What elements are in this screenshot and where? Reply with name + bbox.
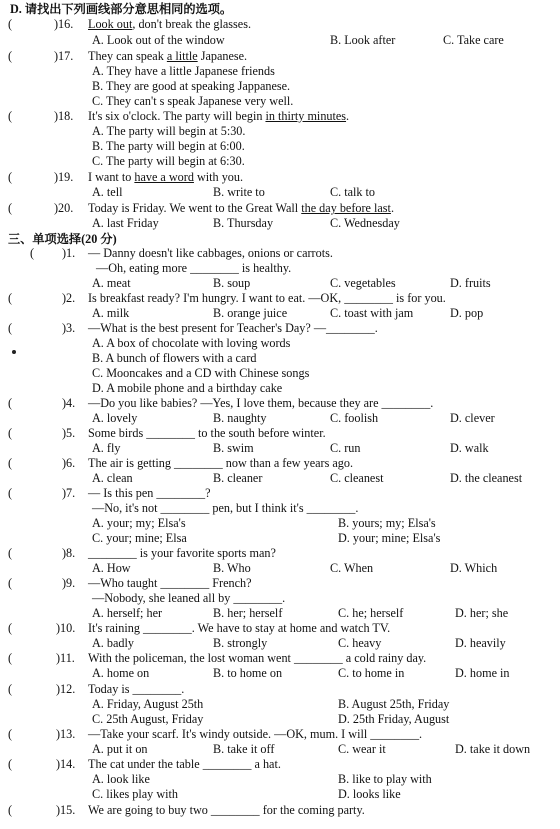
answer-bracket[interactable]: ( — [8, 757, 13, 771]
answer-bracket[interactable]: ( — [8, 456, 13, 470]
option-a[interactable]: A. badly — [92, 636, 134, 650]
option-a[interactable]: A. put it on — [92, 742, 148, 756]
option-a[interactable]: A. herself; her — [92, 606, 163, 620]
option-b[interactable]: B. swim — [213, 441, 254, 455]
question-stem — [88, 49, 247, 63]
underlined-phrase: in thirty minutes — [265, 109, 347, 123]
answer-bracket[interactable]: ( — [30, 246, 35, 260]
answer-bracket[interactable]: ( — [8, 803, 13, 817]
option-a[interactable]: A. The party will begin at 5:30. — [92, 124, 246, 138]
option-a[interactable]: A. your; my; Elsa's — [92, 516, 186, 530]
option-b[interactable]: B. soup — [213, 276, 251, 290]
question-stem: —Who taught ________ French? — [88, 576, 252, 590]
question-stem: — Is this pen ________? — [88, 486, 211, 500]
option-c[interactable]: C. your; mine; Elsa — [92, 531, 187, 545]
stem-text: . — [390, 201, 394, 215]
underlined-phrase: a little — [166, 49, 198, 63]
question-stem — [88, 109, 349, 123]
option-a[interactable]: A. meat — [92, 276, 131, 290]
option-c[interactable]: C. foolish — [330, 411, 379, 425]
option-d[interactable]: D. the cleanest — [450, 471, 523, 485]
question-stem — [88, 17, 251, 31]
question-stem — [88, 201, 394, 215]
option-a[interactable]: A. clean — [92, 471, 133, 485]
option-b[interactable]: B. Thursday — [213, 216, 274, 230]
section-title: 三、单项选择(20 分) — [8, 232, 117, 246]
answer-bracket[interactable]: ( — [8, 291, 13, 305]
question-stem: It's raining ________. We have to stay at home and watch TV. — [88, 621, 391, 635]
question-number: )20. — [54, 201, 74, 215]
option-d[interactable]: D. walk — [450, 441, 489, 455]
question-number: )11. — [56, 651, 75, 665]
answer-bracket[interactable]: ( — [8, 201, 13, 215]
answer-bracket[interactable]: ( — [8, 426, 13, 440]
option-c[interactable]: C. cleanest — [330, 471, 384, 485]
question-number: )15. — [56, 803, 76, 817]
answer-bracket[interactable]: ( — [8, 49, 13, 63]
option-d[interactable]: D. clever — [450, 411, 495, 425]
stem-text: They can speak — [88, 49, 167, 63]
question-stem: —Do you like babies? —Yes, I love them, because they are ________. — [88, 396, 434, 410]
option-a[interactable]: A. fly — [92, 441, 121, 455]
option-c[interactable]: C. Wednesday — [330, 216, 400, 230]
stem-text: I want to — [88, 170, 135, 184]
question-number: )1. — [62, 246, 76, 260]
question-stem: —Oh, eating more ________ is healthy. — [96, 261, 292, 275]
question-stem: Some birds ________ to the south before winter. — [88, 426, 326, 440]
option-d[interactable]: D. 25th Friday, August — [338, 712, 450, 726]
answer-bracket[interactable]: ( — [8, 486, 13, 500]
question-stem: —Take your scarf. It's windy outside. —OK, mum. I will ________. — [88, 727, 423, 741]
question-number: )7. — [62, 486, 76, 500]
option-a[interactable]: A. milk — [92, 306, 130, 320]
question-stem: —Nobody, she leaned all by ________. — [92, 591, 286, 605]
question-stem: Is breakfast ready? I'm hungry. I want to eat. —OK, ________ is for you. — [88, 291, 446, 305]
option-d[interactable]: D. Which — [450, 561, 498, 575]
answer-bracket[interactable]: ( — [8, 682, 13, 696]
option-c[interactable]: C. talk to — [330, 185, 376, 199]
question-number: )18. — [54, 109, 74, 123]
stem-text: Today is Friday. We went to the Great Wall — [88, 201, 302, 215]
option-d[interactable]: D. your; mine; Elsa's — [338, 531, 441, 545]
answer-bracket[interactable]: ( — [8, 576, 13, 590]
option-b[interactable]: B. naughty — [213, 411, 267, 425]
question-number: )9. — [62, 576, 76, 590]
option-c[interactable]: C. The party will begin at 6:30. — [92, 154, 245, 168]
answer-bracket[interactable]: ( — [8, 321, 13, 335]
answer-bracket[interactable]: ( — [8, 170, 13, 184]
option-c[interactable]: C. heavy — [338, 636, 382, 650]
answer-bracket[interactable]: ( — [8, 109, 13, 123]
question-number: )6. — [62, 456, 76, 470]
option-d[interactable]: D. looks like — [338, 787, 401, 801]
question-number: )2. — [62, 291, 76, 305]
option-c[interactable]: C. Mooncakes and a CD with Chinese songs — [92, 366, 310, 380]
answer-bracket[interactable]: ( — [8, 17, 13, 31]
question-stem: We are going to buy two ________ for the coming party. — [88, 803, 365, 817]
option-b[interactable]: B. The party will begin at 6:00. — [92, 139, 245, 153]
option-d[interactable]: D. take it down — [455, 742, 531, 756]
option-b[interactable]: B. like to play with — [338, 772, 432, 786]
underlined-phrase: have a word — [134, 170, 194, 184]
answer-bracket[interactable]: ( — [8, 651, 13, 665]
option-c[interactable]: C. to home in — [338, 666, 405, 680]
stem-text: with you. — [193, 170, 244, 184]
question-number: )3. — [62, 321, 76, 335]
stem-text: It's six o'clock. The party will begin — [88, 109, 266, 123]
option-a[interactable]: A. A box of chocolate with loving words — [92, 336, 291, 350]
option-a[interactable]: A. home on — [92, 666, 150, 680]
question-number: )10. — [56, 621, 76, 635]
option-c[interactable]: C. When — [330, 561, 374, 575]
option-a[interactable]: A. look like — [92, 772, 150, 786]
question-number: )8. — [62, 546, 76, 560]
answer-bracket[interactable]: ( — [8, 396, 13, 410]
option-b[interactable]: B. A bunch of flowers with a card — [92, 351, 257, 365]
option-a[interactable]: A. They have a little Japanese friends — [92, 64, 275, 78]
option-c[interactable]: C. wear it — [338, 742, 386, 756]
question-stem: The cat under the table ________ a hat. — [88, 757, 281, 771]
question-number: )19. — [54, 170, 74, 184]
option-b[interactable]: B. Who — [213, 561, 251, 575]
stem-text: Japanese. — [197, 49, 248, 63]
question-number: )16. — [54, 17, 74, 31]
question-number: )14. — [56, 757, 76, 771]
answer-bracket[interactable]: ( — [8, 621, 13, 635]
answer-bracket[interactable]: ( — [8, 727, 13, 741]
stem-text: . — [346, 109, 350, 123]
question-number: )17. — [54, 49, 74, 63]
question-number: )5. — [62, 426, 76, 440]
option-c[interactable]: C. Take care — [443, 33, 504, 47]
option-b[interactable]: B. orange juice — [213, 306, 288, 320]
scan-dot — [12, 350, 16, 354]
option-b[interactable]: B. August 25th, Friday — [338, 697, 450, 711]
option-a[interactable]: A. last Friday — [92, 216, 159, 230]
question-stem: — Danny doesn't like cabbages, onions or carrots. — [88, 246, 333, 260]
question-stem: —What is the best present for Teacher's Day? —________. — [88, 321, 378, 335]
option-c[interactable]: C. toast with jam — [330, 306, 414, 320]
underlined-phrase: the day before last — [301, 201, 391, 215]
option-d[interactable]: D. heavily — [455, 636, 506, 650]
option-d[interactable]: D. her; she — [455, 606, 509, 620]
option-d[interactable]: D. A mobile phone and a birthday cake — [92, 381, 283, 395]
question-stem: Today is ________. — [88, 682, 185, 696]
option-a[interactable]: A. tell — [92, 185, 123, 199]
question-stem: With the policeman, the lost woman went ________ a cold rainy day. — [88, 651, 427, 665]
question-stem: ________ is your favorite sports man? — [88, 546, 276, 560]
option-b[interactable]: B. strongly — [213, 636, 268, 650]
option-b[interactable]: B. her; herself — [213, 606, 283, 620]
option-b[interactable]: B. to home on — [213, 666, 283, 680]
option-d[interactable]: D. fruits — [450, 276, 491, 290]
option-d[interactable]: D. pop — [450, 306, 484, 320]
option-d[interactable]: D. home in — [455, 666, 510, 680]
question-number: )4. — [62, 396, 76, 410]
option-a[interactable]: A. lovely — [92, 411, 138, 425]
stem-text: , don't break the glasses. — [132, 17, 251, 31]
option-a[interactable]: A. Friday, August 25th — [92, 697, 204, 711]
option-c[interactable]: C. vegetables — [330, 276, 396, 290]
question-stem — [88, 170, 243, 184]
question-number: )12. — [56, 682, 76, 696]
option-c[interactable]: C. They can't s speak Japanese very well. — [92, 94, 294, 108]
option-b[interactable]: B. cleaner — [213, 471, 263, 485]
section-title: D. 请找出下列画线部分意思相同的选项。 — [10, 2, 233, 16]
option-b[interactable]: B. They are good at speaking Jappanese. — [92, 79, 291, 93]
option-c[interactable]: C. he; herself — [338, 606, 404, 620]
question-stem: —No, it's not ________ pen, but I think it's ________. — [92, 501, 359, 515]
option-c[interactable]: C. 25th August, Friday — [92, 712, 204, 726]
option-b[interactable]: B. write to — [213, 185, 265, 199]
option-c[interactable]: C. likes play with — [92, 787, 178, 801]
underlined-phrase: Look out — [88, 17, 133, 31]
question-number: )13. — [56, 727, 76, 741]
option-a[interactable]: A. Look out of the window — [92, 33, 225, 47]
question-stem: The air is getting ________ now than a few years ago. — [88, 456, 354, 470]
answer-bracket[interactable]: ( — [8, 546, 13, 560]
option-b[interactable]: B. Look after — [330, 33, 396, 47]
option-b[interactable]: B. yours; my; Elsa's — [338, 516, 436, 530]
option-c[interactable]: C. run — [330, 441, 361, 455]
option-a[interactable]: A. How — [92, 561, 131, 575]
option-b[interactable]: B. take it off — [213, 742, 275, 756]
